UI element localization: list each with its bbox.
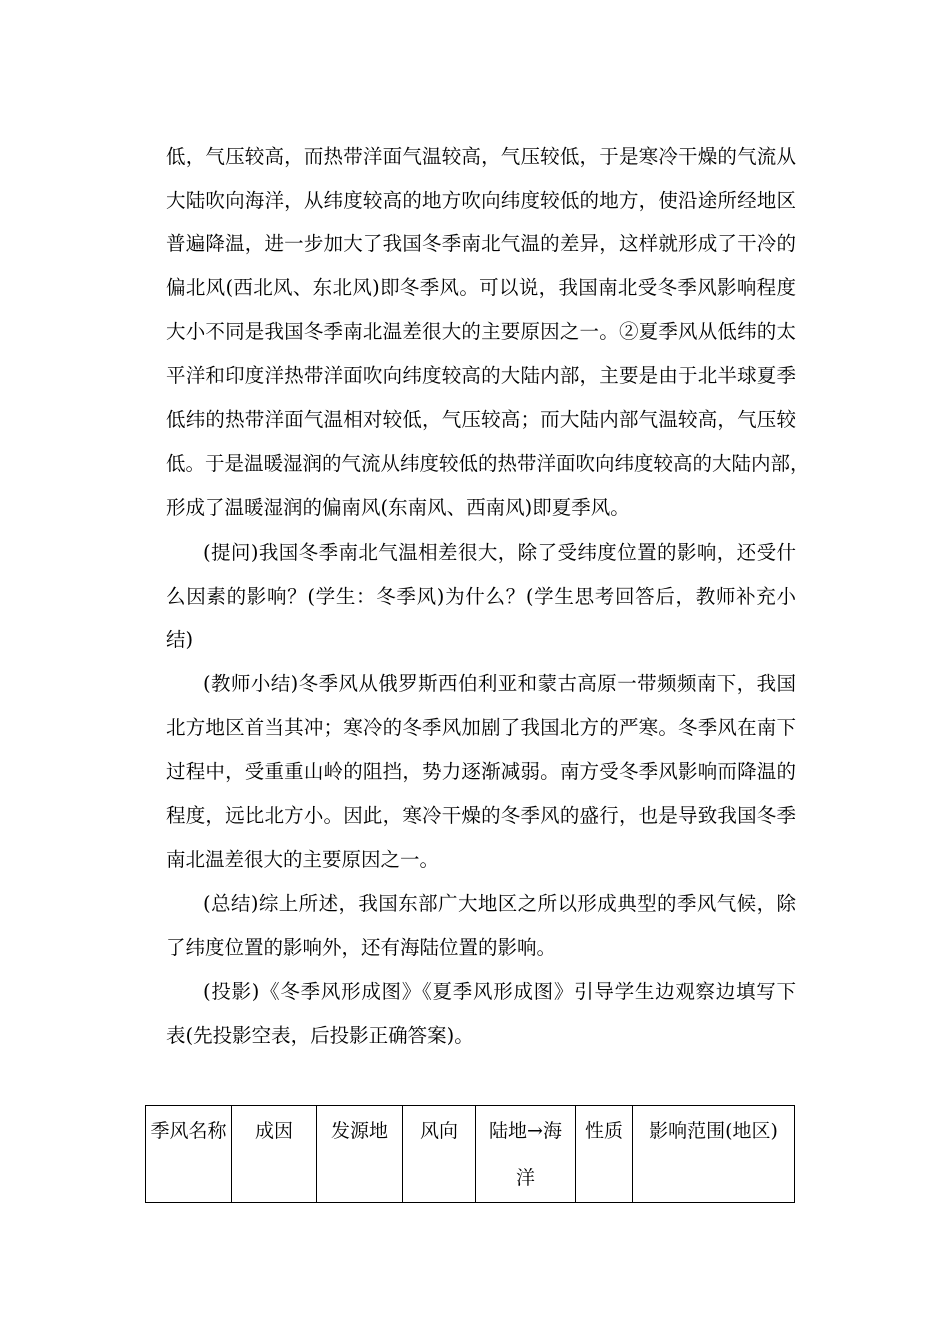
- table-header-cell: 季风名称: [146, 1106, 232, 1203]
- text-line: (提问)我国冬季南北气温相差很大，除了受纬度位置的影响，还受什: [203, 541, 796, 564]
- text-line: 大陆吹向海洋，从纬度较高的地方吹向纬度较低的地方，使沿途所经地区: [166, 189, 796, 212]
- text-line: (教师小结)冬季风从俄罗斯西伯利亚和蒙古高原一带频频南下，我国: [203, 672, 796, 695]
- text-line: 表(先投影空表，后投影正确答案)。: [166, 1024, 474, 1047]
- text-line: 结): [166, 628, 194, 651]
- text-line: 低，气压较高，而热带洋面气温较高，气压较低，于是寒冷干燥的气流从: [166, 145, 796, 168]
- table-header-cell: 发源地: [317, 1106, 403, 1203]
- table-header-row: [146, 1106, 795, 1203]
- text-line: 北方地区首当其冲；寒冷的冬季风加剧了我国北方的严寒。冬季风在南下: [166, 716, 796, 739]
- text-line: 偏北风(西北风、东北风)即冬季风。可以说，我国南北受冬季风影响程度: [166, 276, 796, 299]
- table-header-cell: 性质: [576, 1106, 633, 1203]
- text-line: 大小不同是我国冬季南北温差很大的主要原因之一。②夏季风从低纬的太: [166, 320, 796, 343]
- text-line: 低。于是温暖湿润的气流从纬度较低的热带洋面吹向纬度较高的大陆内部，: [166, 452, 810, 475]
- text-line: 形成了温暖湿润的偏南风(东南风、西南风)即夏季风。: [166, 496, 630, 519]
- text-line: 了纬度位置的影响外，还有海陆位置的影响。: [166, 936, 557, 959]
- text-line: 普遍降温，进一步加大了我国冬季南北气温的差异，这样就形成了干冷的: [166, 232, 796, 255]
- text-line: 平洋和印度洋热带洋面吹向纬度较高的大陆内部，主要是由于北半球夏季: [166, 364, 796, 387]
- text-line: 程度，远比北方小。因此，寒冷干燥的冬季风的盛行，也是导致我国冬季: [166, 804, 796, 827]
- text-line: (总结)综上所述，我国东部广大地区之所以形成典型的季风气候，除: [203, 892, 796, 915]
- text-line: 低纬的热带洋面气温相对较低，气压较高；而大陆内部气温较高，气压较: [166, 408, 796, 431]
- table-header-cell: 影响范围(地区): [633, 1106, 795, 1203]
- text-line: 南北温差很大的主要原因之一。: [166, 848, 440, 871]
- text-line: (投影)《冬季风形成图》《夏季风形成图》引导学生边观察边填写下: [203, 980, 796, 1003]
- text-line: 过程中，受重重山岭的阻挡，势力逐渐减弱。南方受冬季风影响而降温的: [166, 760, 796, 783]
- text-line: 么因素的影响？(学生：冬季风)为什么？(学生思考回答后，教师补充小: [166, 585, 796, 608]
- table-header-cell: 成因: [232, 1106, 317, 1203]
- monsoon-table: [145, 1105, 795, 1203]
- table-header-cell: 风向: [403, 1106, 476, 1203]
- table-header-cell: 陆地→海洋: [476, 1106, 576, 1203]
